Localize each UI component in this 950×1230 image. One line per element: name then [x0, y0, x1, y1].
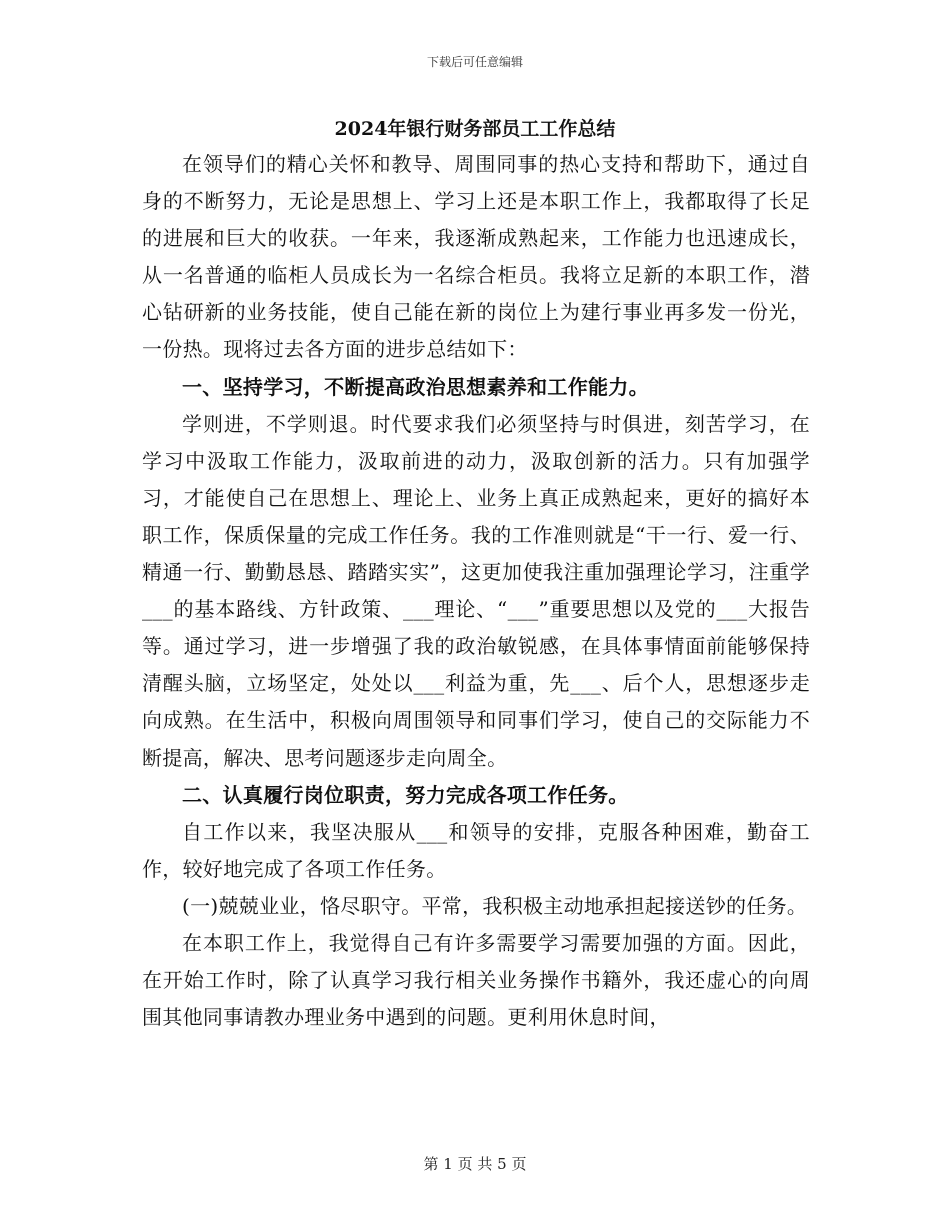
document-body: [142, 146, 810, 1036]
intro-paragraph: 在领导们的精心关怀和教导、周围同事的热心支持和帮助下，通过自身的不断努力，无论是思想上、学习上还是本职工作上，我都取得了长足的进展和巨大的收获。一年来，我逐渐成熟起来，工作能力也迅速成长，从一名普通的临柜人员成长为一名综合柜员。我将立足新的本职工作，潜心钻研新的业务技能，使自己能在新的岗位上为建行事业再多发一份光，一份热。现将过去各方面的进步总结如下：: [142, 152, 810, 362]
subsection-paragraph-1: (一)兢兢业业，恪尽职守。平常，我积极主动地承担起接送钞的任务。: [182, 893, 808, 918]
header-note: 下载后可任意编辑: [426, 55, 523, 69]
study-paragraph: 学则进，不学则退。时代要求我们必须坚持与时俱进，刻苦学习，在学习中汲取工作能力，汲取前进的动力，汲取创新的活力。只有加强学习，才能使自己在思想上、理论上、业务上真正成熟起来，更好的搞好本职工作，保质保量的完成工作任务。我的工作准则就是“干一行、爱一行、精通一行、勤勤恳恳、踏踏实实”，这更加使我注重加强理论学习，注重学___的基本路线、方针政策、___理论、“___”重要思想以及党的___大报告等。通过学习，进一步增强了我的政治敏锐感，在具体事情面前能够保持清醒头脑，立场坚定，处处以___利益为重，先___、后个人，思想逐步走向成熟。在生活中，积极向周围领导和同事们学习，使自己的交际能力不断提高，解决、思考问题逐步走向周全。: [142, 411, 810, 770]
page-number: 第 1 页 共 5 页: [423, 1155, 527, 1173]
document-title: 2024年银行财务部员工工作总结: [334, 118, 616, 140]
section-heading-2: 二、认真履行岗位职责，努力完成各项工作任务。: [182, 782, 629, 807]
section-heading-1: 一、坚持学习，不断提高政治思想素养和工作能力。: [182, 374, 649, 399]
duty-paragraph: 自工作以来，我坚决服从___和领导的安排，克服各种困难，勤奋工作，较好地完成了各项工作任务。: [142, 819, 810, 881]
work-paragraph: 在本职工作上，我觉得自己有许多需要学习需要加强的方面。因此，在开始工作时，除了认真学习我行相关业务操作书籍外，我还虚心的向周围其他同事请教办理业务中遇到的问题。更利用休息时间，: [142, 930, 810, 1030]
